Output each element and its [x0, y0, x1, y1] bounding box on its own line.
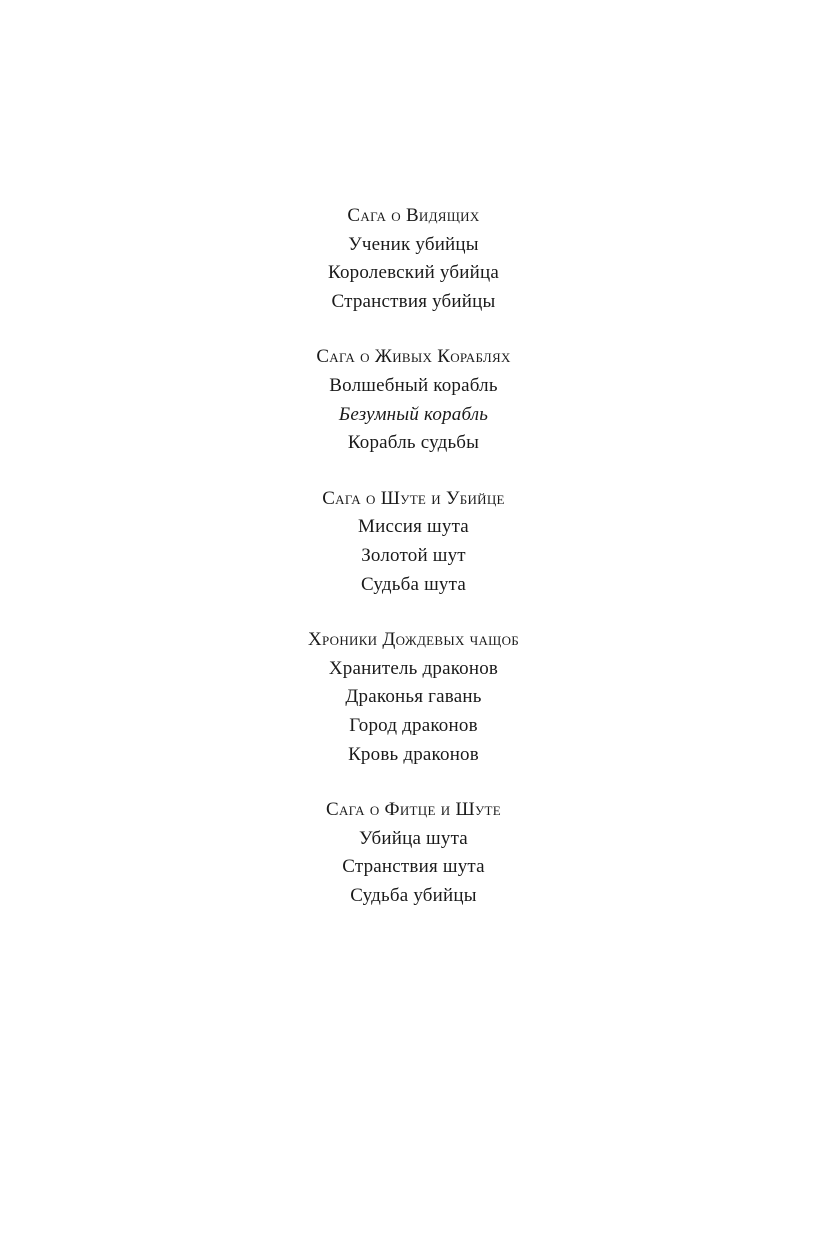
- series-title: Сага о Видящих: [347, 205, 480, 226]
- book-title: Убийца шута: [359, 827, 468, 849]
- book-title: Драконья гавань: [345, 686, 482, 708]
- book-title: Золотой шут: [361, 544, 466, 566]
- series-title: Сага о Шуте и Убийце: [322, 487, 505, 509]
- book-title: Странствия убийцы: [331, 290, 496, 312]
- book-title: Хранитель драконов: [328, 657, 499, 679]
- book-title: Кровь драконов: [348, 743, 479, 765]
- book-title: Ученик убийцы: [348, 233, 479, 255]
- book-title: Судьба убийцы: [350, 884, 477, 906]
- series-block: [0, 626, 827, 769]
- book-title: Королевский убийца: [328, 262, 499, 284]
- book-title: Корабль судьбы: [347, 432, 480, 454]
- series-list: [0, 202, 827, 937]
- series-title: Хроники Дождевых чащоб: [307, 629, 520, 651]
- book-title-current: Безумный корабль: [338, 403, 489, 425]
- book-title: Судьба шута: [361, 573, 466, 595]
- book-title: Странствия шута: [342, 856, 485, 878]
- series-block: [0, 202, 827, 316]
- series-block: [0, 796, 827, 910]
- book-title: Город драконов: [349, 714, 478, 736]
- series-title: Сага о Живых Кораблях: [316, 346, 511, 368]
- series-title: Сага о Фитце и Шуте: [326, 799, 501, 821]
- series-block: [0, 485, 827, 599]
- book-title: Миссия шута: [358, 516, 469, 538]
- book-title: Волшебный корабль: [329, 374, 498, 396]
- series-block: [0, 343, 827, 457]
